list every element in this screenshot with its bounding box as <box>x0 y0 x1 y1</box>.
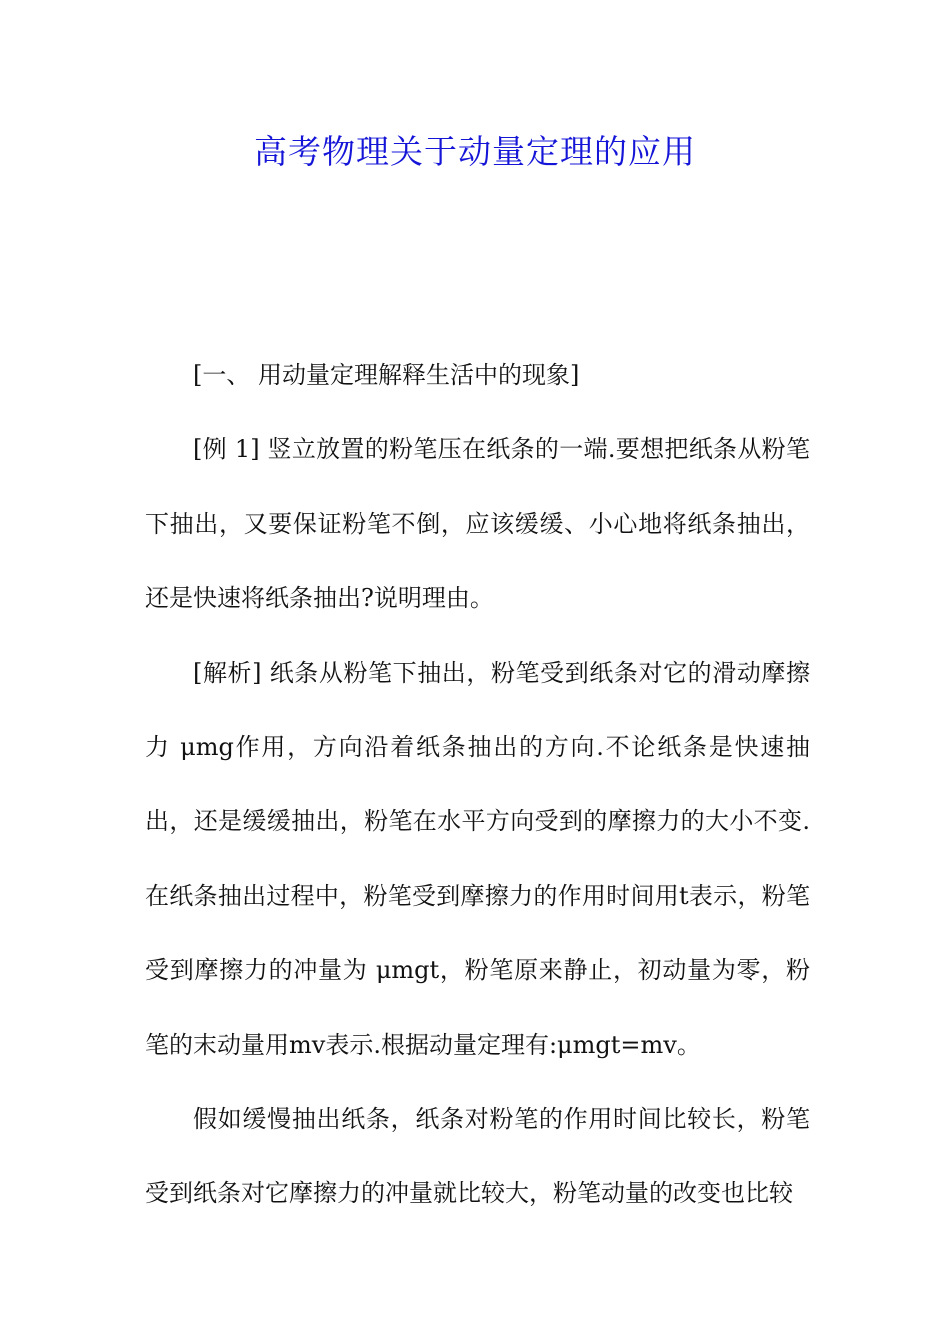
document-title: 高考物理关于动量定理的应用 <box>254 132 696 171</box>
analysis-paragraph: [解析] 纸条从粉笔下抽出，粉笔受到纸条对它的滑动摩擦力 μmg作用，方向沿着纸条抽出的方向.不论纸条是快速抽出，还是缓缓抽出，粉笔在水平方向受到的摩擦力的大小不变.在纸条抽出过程中，粉笔受到摩擦力的作用时间用t表示，粉笔受到摩擦力的冲量为 μmgt，粉笔原来静止，初动量为零，粉笔的末动量用mv表示.根据动量定理有:μmgt=mv。 <box>145 658 810 1059</box>
example-paragraph: [例 1] 竖立放置的粉笔压在纸条的一端.要想把纸条从粉笔下抽出，又要保证粉笔不倒，应该缓缓、小心地将纸条抽出，还是快速将纸条抽出?说明理由。 <box>145 435 810 613</box>
continuation-paragraph: 假如缓慢抽出纸条，纸条对粉笔的作用时间比较长，粉笔受到纸条对它摩擦力的冲量就比较大，粉笔动量的改变也比较 <box>145 1105 810 1208</box>
section-heading: [一、 用动量定理解释生活中的现象] <box>193 361 580 389</box>
document-body <box>145 338 810 1231</box>
